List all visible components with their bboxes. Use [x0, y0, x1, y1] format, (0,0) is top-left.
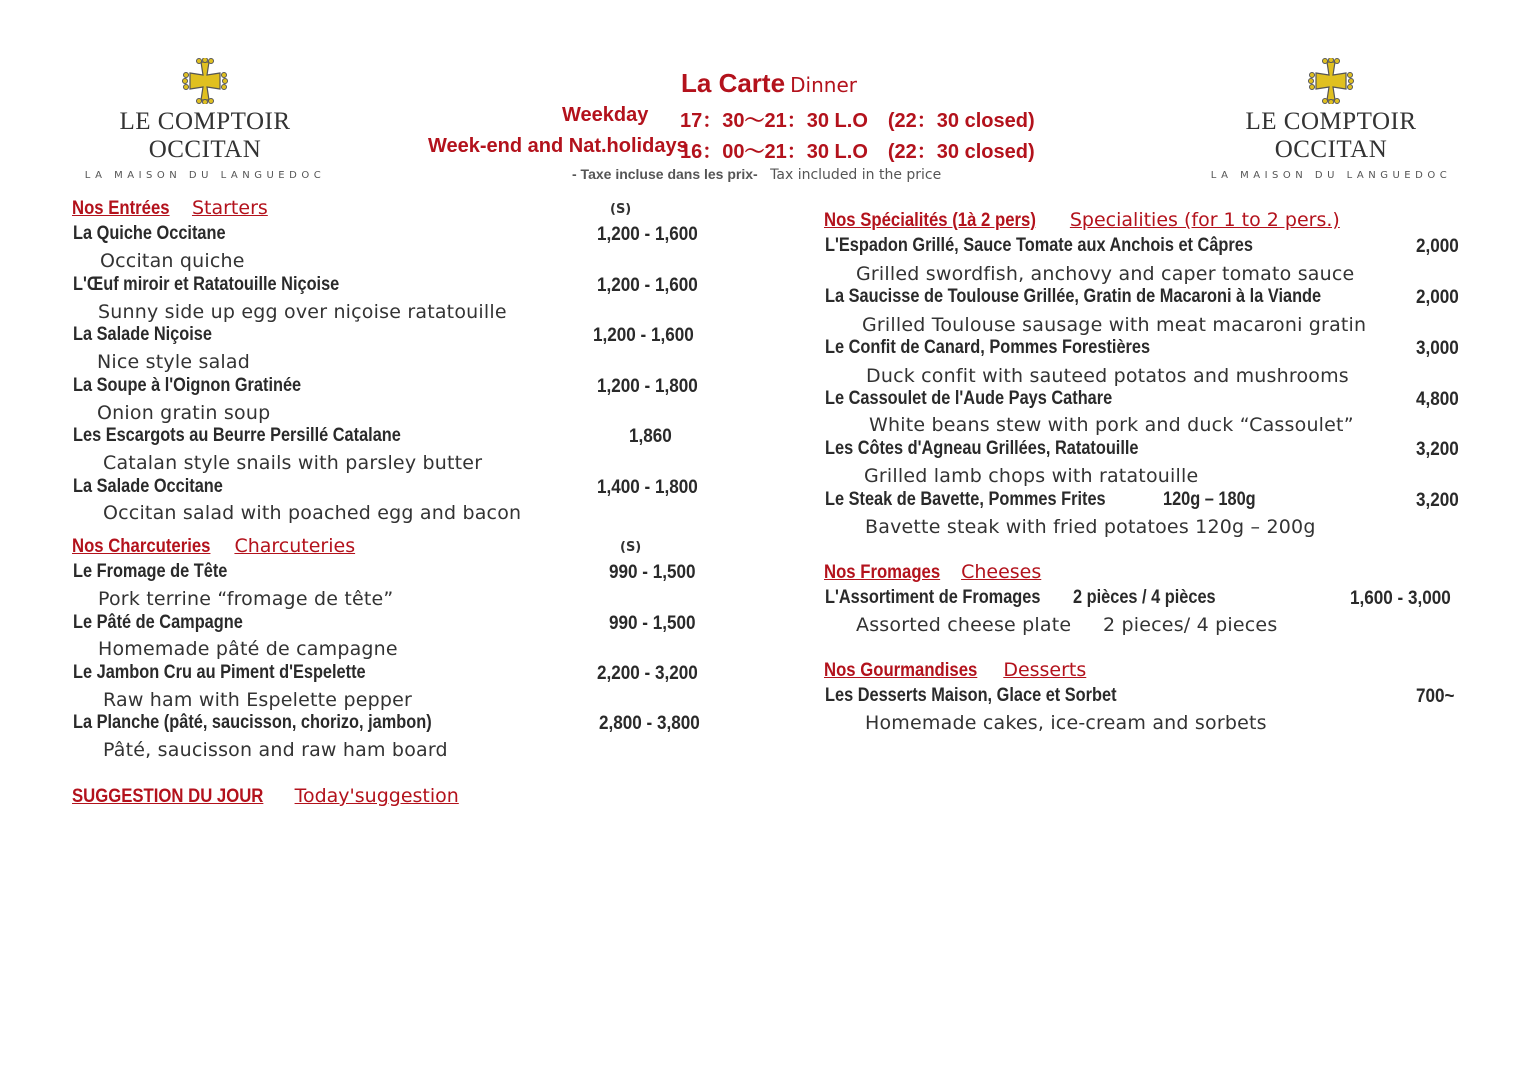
menu-item-desc: Nice style salad: [97, 351, 250, 373]
menu-item-desc: Onion gratin soup: [97, 402, 271, 424]
menu-item-desc: Raw ham with Espelette pepper: [103, 689, 413, 711]
menu-item-desc: Duck confit with sauteed potatos and mushrooms: [866, 365, 1349, 387]
menu-item-name: L'Œuf miroir et Ratatouille Niçoise: [73, 274, 340, 295]
menu-item-desc: Occitan quiche: [100, 250, 245, 272]
title-main: La Carte: [681, 68, 786, 98]
menu-item-price: 2,000: [1416, 236, 1459, 257]
logo-left: [75, 58, 335, 181]
occitan-cross-icon: [1308, 58, 1354, 104]
section-title-en: Cheeses: [961, 561, 1042, 583]
occitan-cross-icon: [182, 58, 228, 104]
menu-item-price: 1,200 - 1,600: [597, 224, 698, 245]
menu-item-name: Le Pâté de Campagne: [73, 612, 243, 633]
menu-item-desc: Bavette steak with fried potatoes 120g – 200g: [865, 516, 1316, 538]
menu-item-name: Les Côtes d'Agneau Grillées, Ratatouille: [825, 438, 1139, 459]
menu-item-name: Le Confit de Canard, Pommes Forestières: [825, 337, 1151, 358]
menu-item-name: Le Cassoulet de l'Aude Pays Cathare: [825, 388, 1113, 409]
menu-item-price: 1,200 - 1,800: [597, 376, 698, 397]
menu-item-name: La Planche (pâté, saucisson, chorizo, jambon): [73, 712, 432, 733]
size-label: (S): [610, 202, 632, 217]
menu-item-price: 3,200: [1416, 439, 1459, 460]
menu-item-name: Les Escargots au Beurre Persillé Catalane: [73, 425, 401, 446]
menu-item-price: 4,800: [1416, 389, 1459, 410]
menu-item-desc: Grilled lamb chops with ratatouille: [864, 465, 1199, 487]
section-title-fr: Nos Charcuteries: [72, 536, 211, 557]
menu-item-name: Le Steak de Bavette, Pommes Frites: [825, 489, 1106, 510]
menu-item-desc: Sunny side up egg over niçoise ratatouille: [98, 301, 507, 323]
section-starters-title: [72, 197, 268, 220]
menu-item-name: Le Jambon Cru au Piment d'Espelette: [73, 662, 366, 683]
menu-item-price: 1,400 - 1,800: [597, 477, 698, 498]
menu-item-size: 120g – 180g: [1163, 489, 1256, 510]
weekday-hours: 17：30～21：30 L.O (22：30 closed): [680, 110, 1035, 132]
size-label: (S): [620, 540, 642, 555]
menu-item-price: 1,860: [629, 426, 672, 447]
section-desserts-title: [824, 659, 1086, 682]
menu-item-price: 1,200 - 1,600: [593, 325, 694, 346]
weekend-hours: 16：00～21：30 L.O (22：30 closed): [680, 141, 1035, 163]
menu-item-name: La Saucisse de Toulouse Grillée, Gratin de Macaroni à la Viande: [825, 286, 1322, 307]
tax-note-fr: - Taxe incluse dans les prix-: [572, 166, 758, 182]
menu-item-price: 1,600 - 3,000: [1350, 588, 1451, 609]
menu-item-name: L'Espadon Grillé, Sauce Tomate aux Anchois et Câpres: [825, 235, 1253, 256]
page-title: [681, 68, 857, 99]
weekday-label: Weekday: [562, 104, 649, 126]
section-title-en: Starters: [191, 197, 268, 219]
menu-item-desc: Pork terrine “fromage de tête”: [98, 588, 394, 610]
section-title-en: Specialities (for 1 to 2 pers.): [1069, 209, 1340, 231]
logo-name: LE COMPTOIR OCCITAN: [1245, 108, 1417, 163]
menu-item-size: 2 pièces / 4 pièces: [1073, 587, 1216, 608]
section-charcuteries-title: [72, 535, 355, 558]
menu-item-price: 990 - 1,500: [609, 562, 696, 583]
menu-item-desc: Occitan salad with poached egg and bacon: [103, 502, 522, 524]
section-title-fr: Nos Spécialités (1à 2 pers): [824, 210, 1036, 231]
logo-tagline: LA MAISON DU LANGUEDOC: [84, 170, 326, 181]
menu-item-price: 2,800 - 3,800: [599, 713, 700, 734]
menu-item-name: Le Fromage de Tête: [73, 561, 228, 582]
section-suggestion-title: [72, 785, 459, 808]
title-sub: Dinner: [790, 73, 857, 97]
menu-item-desc: White beans stew with pork and duck “Cassoulet”: [869, 414, 1354, 436]
menu-item-name: Les Desserts Maison, Glace et Sorbet: [825, 685, 1117, 706]
logo-right: [1201, 58, 1461, 181]
logo-name: LE COMPTOIR OCCITAN: [119, 108, 291, 163]
tax-note: [572, 166, 941, 183]
menu-item-price: 990 - 1,500: [609, 613, 696, 634]
section-title-fr: Nos Gourmandises: [824, 660, 978, 681]
menu-item-desc-size: 2 pieces/ 4 pieces: [1103, 614, 1278, 636]
section-title-en: Today'suggestion: [294, 785, 459, 807]
menu-item-desc: Homemade pâté de campagne: [98, 638, 398, 660]
menu-item-desc: Pâté, saucisson and raw ham board: [103, 739, 448, 761]
menu-item-name: La Salade Niçoise: [73, 324, 212, 345]
menu-item-desc: Grilled Toulouse sausage with meat macaroni gratin: [862, 314, 1367, 336]
menu-item-name: La Soupe à l'Oignon Gratinée: [73, 375, 302, 396]
logo-tagline: LA MAISON DU LANGUEDOC: [1210, 170, 1452, 181]
menu-item-desc: Catalan style snails with parsley butter: [103, 452, 483, 474]
menu-item-desc: Grilled swordfish, anchovy and caper tomato sauce: [856, 263, 1355, 285]
section-cheeses-title: [824, 561, 1041, 584]
menu-item-desc: Assorted cheese plate: [856, 614, 1072, 636]
menu-item-price: 3,200: [1416, 490, 1459, 511]
menu-item-name: La Salade Occitane: [73, 476, 223, 497]
menu-item-price: 3,000: [1416, 338, 1459, 359]
section-title-en: Desserts: [1003, 659, 1087, 681]
menu-item-name: La Quiche Occitane: [73, 223, 226, 244]
section-title-fr: Nos Fromages: [824, 562, 941, 583]
section-title-fr: SUGGESTION DU JOUR: [72, 786, 264, 807]
weekend-label: Week-end and Nat.holidays: [428, 135, 688, 157]
menu-item-price: 1,200 - 1,600: [597, 275, 698, 296]
menu-item-price: 700~: [1416, 686, 1455, 707]
section-specialities-title: [824, 209, 1340, 232]
menu-item-desc: Homemade cakes, ice-cream and sorbets: [865, 712, 1267, 734]
section-title-fr: Nos Entrées: [72, 198, 170, 219]
tax-note-en: Tax included in the price: [770, 167, 942, 183]
menu-item-price: 2,000: [1416, 287, 1459, 308]
menu-item-name: L'Assortiment de Fromages: [825, 587, 1041, 608]
menu-item-price: 2,200 - 3,200: [597, 663, 698, 684]
section-title-en: Charcuteries: [234, 535, 356, 557]
